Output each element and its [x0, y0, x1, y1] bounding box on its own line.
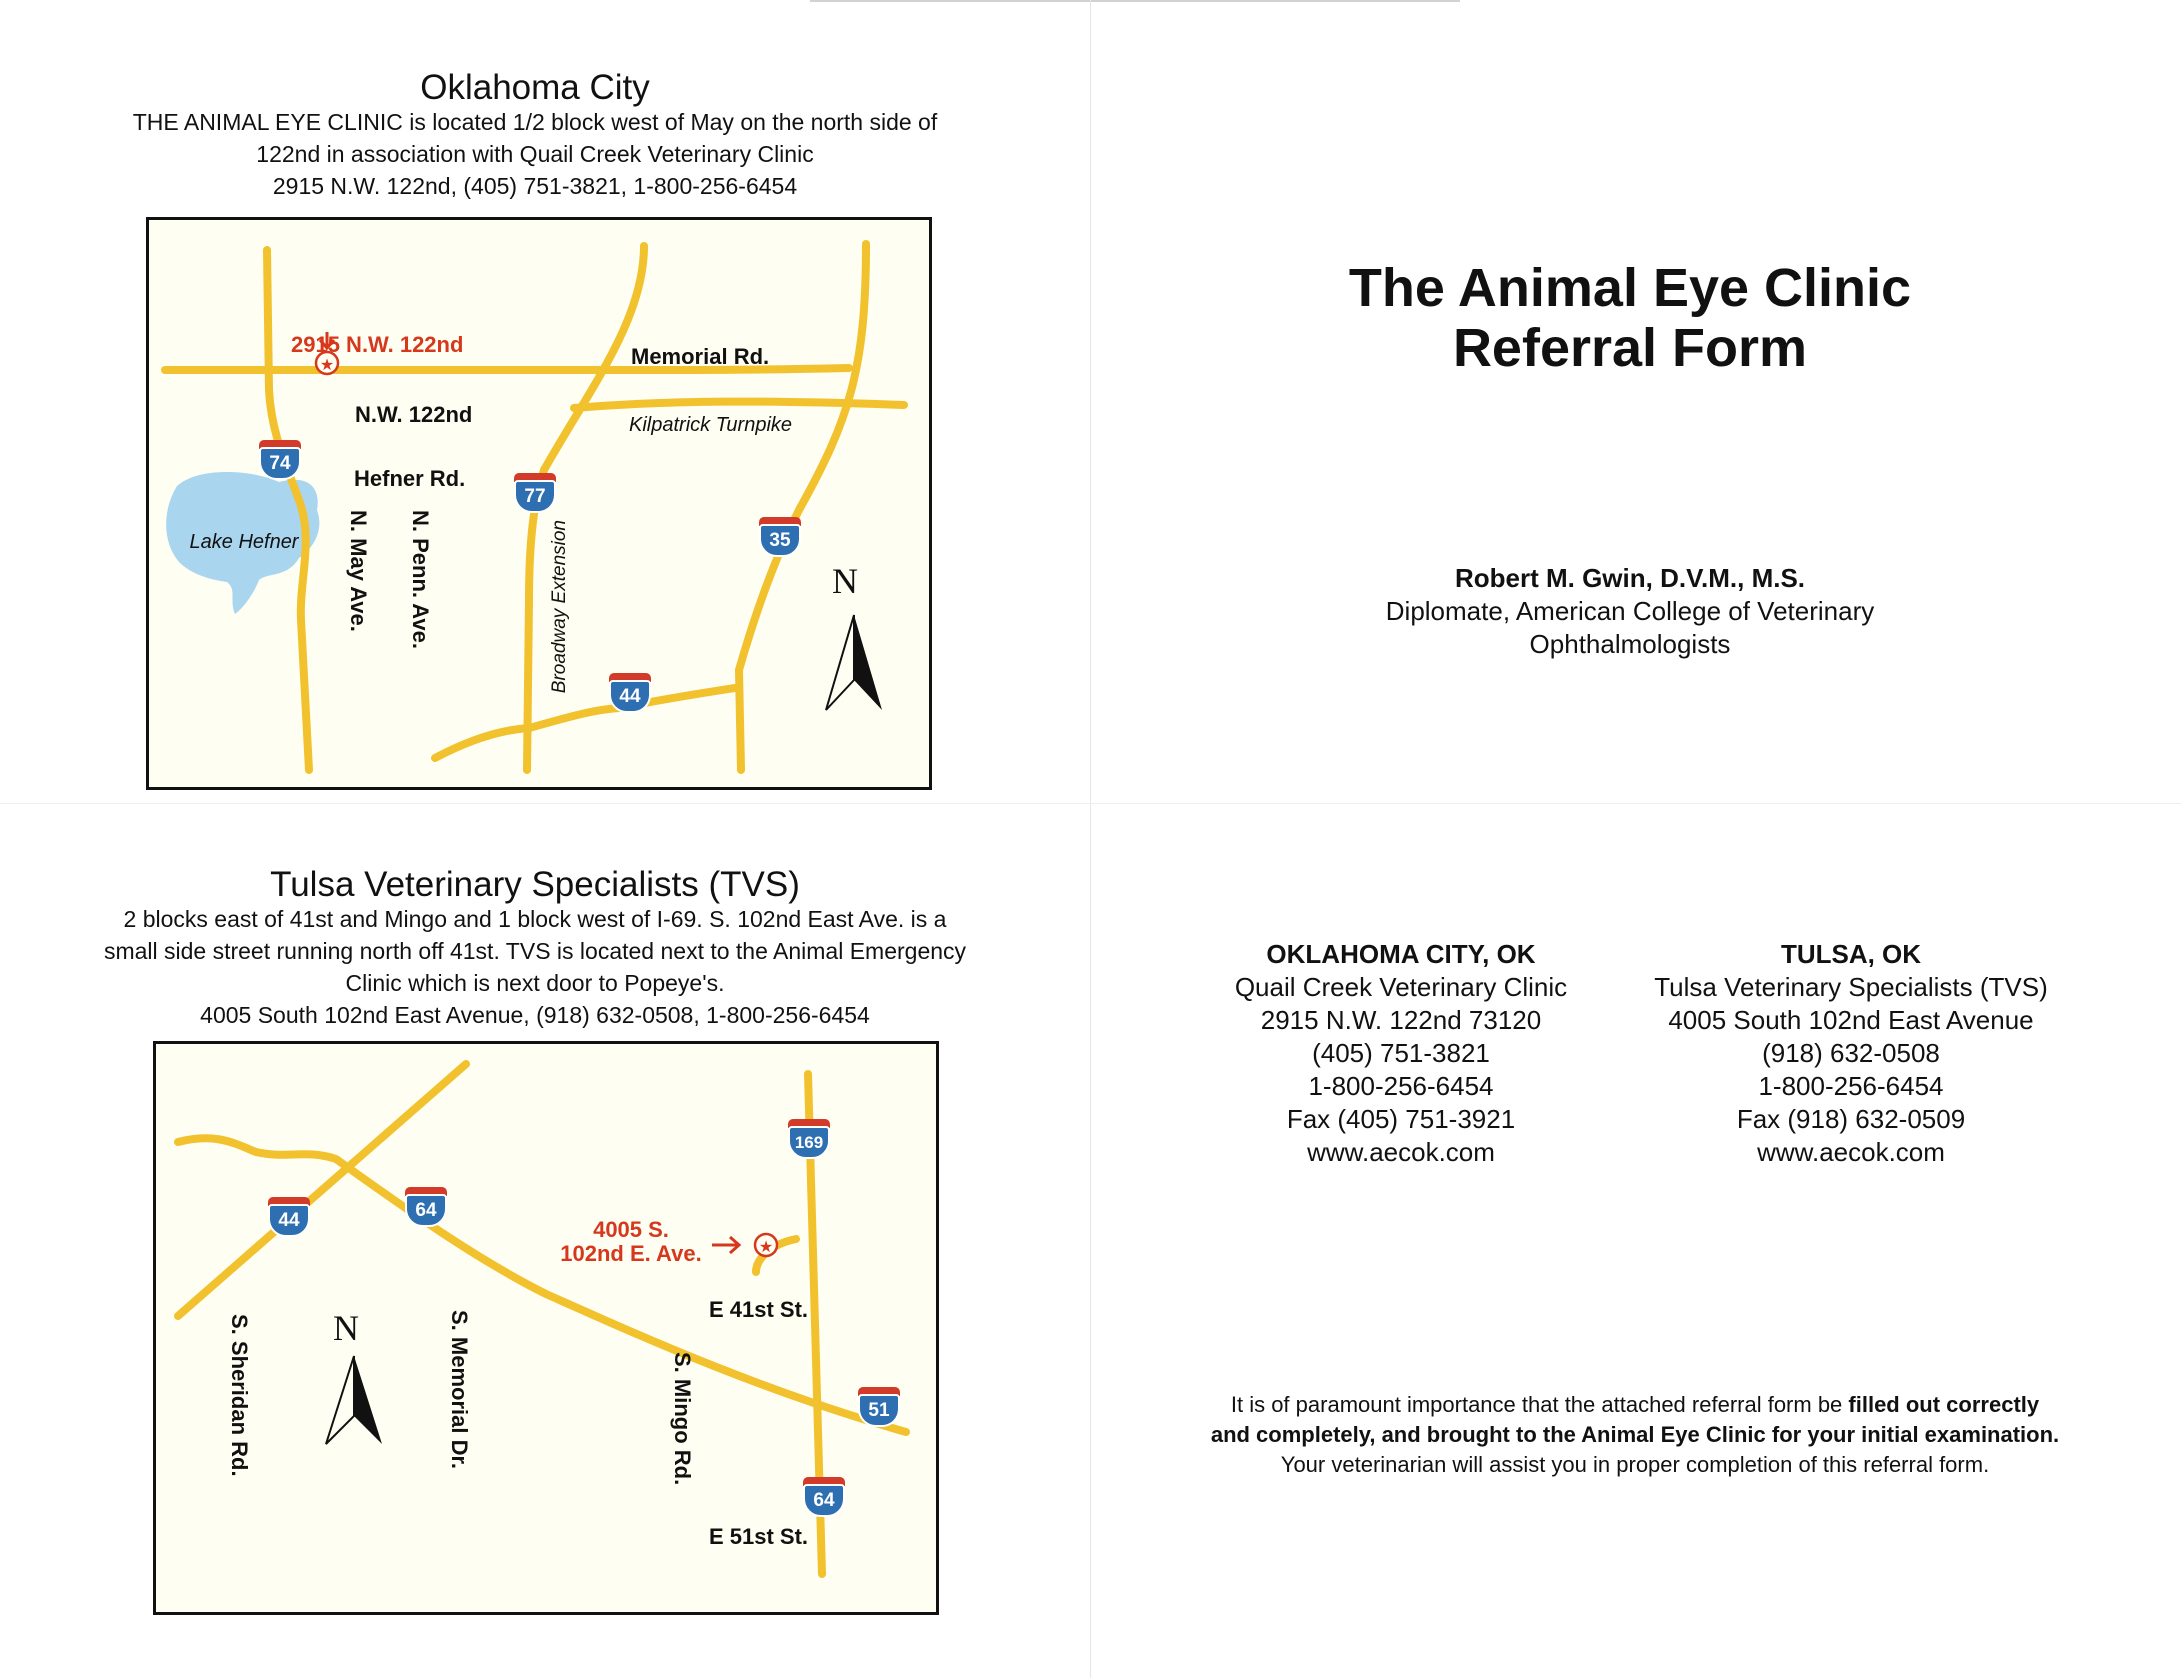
tvs-address-line: 102nd E. Ave.	[560, 1241, 702, 1266]
tvs-address-line: 4005 S.	[593, 1217, 669, 1242]
road-i64-tulsa	[178, 1138, 906, 1432]
north-label: N	[333, 1308, 359, 1348]
us-169-shield-icon: 169	[788, 1119, 830, 1159]
referral-note	[1210, 1390, 2060, 1480]
memorial-dr-label: S. Memorial Dr.	[447, 1310, 472, 1469]
tulsa-contact-block	[1631, 938, 2071, 1169]
e-41st-label: E 41st St.	[709, 1297, 809, 1322]
okc-contact-block	[1181, 938, 1621, 1169]
title-line: The Animal Eye Clinic	[1348, 258, 1912, 318]
okc-fax: Fax (405) 751-3921	[1286, 1104, 1516, 1134]
okc-phone: (405) 751-3821	[1312, 1038, 1490, 1068]
broadway-extension-label: Broadway Extension	[549, 520, 570, 694]
okc-desc-line: 122nd in association with Quail Creek Veterinary Clinic	[256, 141, 814, 167]
fold-line-horizontal	[0, 803, 2181, 804]
tulsa-fax: Fax (918) 632-0509	[1736, 1104, 1966, 1134]
interstate-64-shield-icon: 64	[405, 1187, 447, 1227]
may-ave-label: N. May Ave.	[346, 510, 371, 632]
note-text: It is of paramount importance that the attached referral form be	[1230, 1392, 1849, 1417]
okc-map	[146, 217, 932, 790]
okc-title: Oklahoma City	[420, 68, 650, 107]
okc-contact-heading: OKLAHOMA CITY, OK	[1266, 939, 1536, 969]
tulsa-clinic-name: Tulsa Veterinary Specialists (TVS)	[1654, 972, 2048, 1002]
north-label: N	[832, 561, 858, 601]
svg-text:★: ★	[758, 1237, 774, 1256]
tulsa-tollfree: 1-800-256-6454	[1758, 1071, 1944, 1101]
hefner-rd-label: Hefner Rd.	[354, 466, 466, 491]
lake-hefner-label: Lake Hefner	[189, 531, 299, 553]
tulsa-description	[40, 903, 1030, 1031]
note-emphasis: filled out correctly and completely, and brought to the Animal Eye Clinic for your initial examination.	[1210, 1392, 2060, 1447]
tulsa-website: www.aecok.com	[1757, 1137, 1945, 1167]
road-i35	[739, 244, 866, 770]
us-51-shield-icon: 51	[858, 1387, 900, 1427]
penn-ave-label: N. Penn. Ave.	[408, 510, 433, 649]
okc-description	[40, 106, 1030, 202]
tulsa-title: Tulsa Veterinary Specialists (TVS)	[270, 865, 800, 904]
road-kilpatrick	[574, 402, 904, 408]
road-i44	[435, 688, 735, 758]
tulsa-map	[153, 1041, 939, 1615]
scan-edge-line	[810, 0, 1460, 2]
tulsa-contact-heading: TULSA, OK	[1780, 939, 1922, 969]
location-arrow-icon	[712, 1237, 739, 1253]
interstate-64-shield-icon: 64	[803, 1477, 845, 1517]
interstate-35-shield-icon: 35	[759, 517, 801, 557]
doctor-name: Robert M. Gwin, D.V.M., M.S.	[1454, 563, 1806, 593]
interstate-74-shield-icon: 74	[259, 440, 301, 480]
tulsa-desc-line: 2 blocks east of 41st and Mingo and 1 block west of I-69. S. 102nd East Ave. is a	[123, 906, 947, 932]
okc-website: www.aecok.com	[1307, 1137, 1495, 1167]
interstate-44-shield-icon: 44	[609, 673, 651, 713]
okc-clinic-name: Quail Creek Veterinary Clinic	[1234, 972, 1568, 1002]
okc-address: 2915 N.W. 122nd 73120	[1260, 1005, 1542, 1035]
doctor-credential: Diplomate, American College of Veterinary	[1385, 596, 1875, 626]
memorial-rd-label: Memorial Rd.	[631, 344, 770, 369]
okc-address-label: 2915 N.W. 122nd	[291, 332, 464, 357]
fold-line-vertical	[1090, 0, 1091, 1678]
doctor-info	[1200, 562, 2060, 661]
mingo-rd-label: S. Mingo Rd.	[670, 1352, 695, 1486]
note-text: Your veterinarian will assist you in proper completion of this referral form.	[1280, 1452, 1990, 1477]
interstate-44-shield-icon: 44	[268, 1197, 310, 1237]
tulsa-desc-line: small side street running north off 41st. TVS is located next to the Animal Emergency	[103, 938, 967, 964]
okc-tollfree: 1-800-256-6454	[1308, 1071, 1494, 1101]
tulsa-desc-line: Clinic which is next door to Popeye's.	[345, 970, 725, 996]
okc-desc-line: THE ANIMAL EYE CLINIC is located 1/2 block west of May on the north side of	[132, 109, 938, 135]
interstate-77-shield-icon: 77	[514, 473, 556, 513]
okc-desc-line: 2915 N.W. 122nd, (405) 751-3821, 1-800-256-6454	[272, 173, 798, 199]
tvs-address-label	[546, 1218, 716, 1266]
page-title	[1200, 258, 2060, 378]
title-line: Referral Form	[1452, 318, 1808, 378]
tulsa-phone: (918) 632-0508	[1762, 1038, 1940, 1068]
svg-text:★: ★	[319, 355, 335, 374]
tulsa-desc-line: 4005 South 102nd East Avenue, (918) 632-0508, 1-800-256-6454	[200, 1002, 870, 1028]
kilpatrick-turnpike-label: Kilpatrick Turnpike	[629, 414, 793, 436]
sheridan-rd-label: S. Sheridan Rd.	[227, 1314, 252, 1477]
nw-122nd-label: N.W. 122nd	[355, 402, 473, 427]
tulsa-address: 4005 South 102nd East Avenue	[1668, 1005, 2034, 1035]
e-51st-label: E 51st St.	[709, 1524, 809, 1549]
doctor-credential: Ophthalmologists	[1529, 629, 1731, 659]
